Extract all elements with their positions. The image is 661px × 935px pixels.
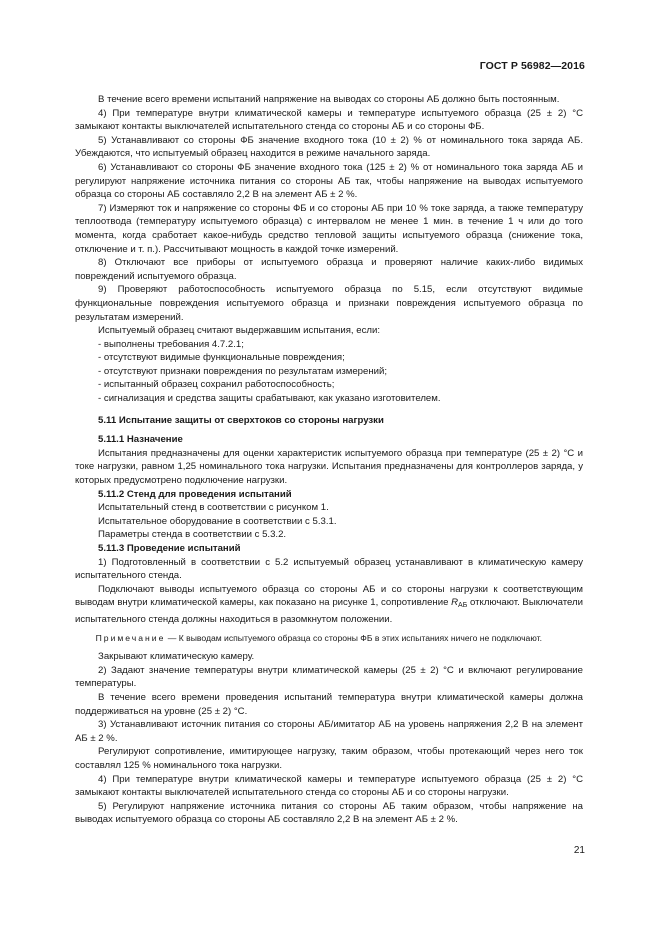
paragraph: Испытания предназначены для оценки характеристик испытуемого образца при температуре (25 ± 2) °С и токе нагрузки, равном 1,25 номинального тока нагрузки. Испытания предназначены для контроллеров заряда, у которых предусмотрено подключение нагрузки. (75, 447, 583, 487)
paragraph: Параметры стенда в соответствии с 5.3.2. (98, 529, 287, 541)
list-item: - отсутствуют видимые функциональные повреждения; (98, 352, 345, 364)
subsection-heading: 5.11.3 Проведение испытаний (98, 543, 241, 554)
paragraph-text: отключают. Выключатели испытательного стенда должны находиться в разомкнутом положении. (75, 597, 583, 625)
paragraph (75, 583, 583, 627)
paragraph (75, 107, 583, 134)
paragraph-text: 8) Отключают все приборы от испытуемого образца и проверяют наличие каких-либо видимых повреждений испытуемого образца. (75, 257, 583, 282)
paragraph: Испытательное оборудование в соответствии с 5.3.1. (98, 515, 337, 527)
paragraph-text: 9) Проверяют работоспособность испытуемого образца по 5.15, если отсутствуют видимые функциональные повреждения испытуемого образца и признаки повреждения испытуемого образца по результатам измерений. (75, 284, 583, 323)
document-body (75, 93, 583, 827)
note-text: — К выводам испытуемого образца со стороны ФБ в этих испытаниях ничего не подключают. (165, 632, 542, 643)
paragraph: 5) Регулируют напряжение источника питания со стороны АБ таким образом, чтобы напряжение на выводах испытуемого образца со стороны АБ составляло 2,2 В на элемент АБ ± 2 %. (75, 800, 583, 826)
paragraph-text: 5) Устанавливают со стороны ФБ значение входного тока (10 ± 2) % от номинального тока заряда АБ. Убеждаются, что испытуемый образец находится в режиме начального заряда. (75, 134, 583, 160)
paragraph (75, 202, 583, 256)
paragraph (75, 93, 583, 107)
paragraph (75, 324, 583, 338)
paragraph: 3) Устанавливают источник питания со стороны АБ/имитатор АБ на уровень напряжения 2,2 В на элемент АБ ± 2 %. (75, 719, 583, 744)
paragraph: Закрывают климатическую камеру. (98, 651, 255, 663)
list-item: - сигнализация и средства защиты срабатывают, как указано изготовителем. (98, 393, 441, 405)
paragraph-text: Испытуемый образец считают выдержавшим испытания, если: (98, 325, 380, 337)
paragraph: В течение всего времени проведения испытаний температура внутри климатической камеры должна поддерживаться на уровне (25 ± 2) °С. (75, 691, 583, 717)
paragraph (75, 283, 583, 324)
paragraph: 2) Задают значение температуры внутри климатической камеры (25 ± 2) °С и включают регулирование температуры. (75, 664, 583, 690)
list-item: - выполнены требования 4.7.2.1; (98, 338, 244, 350)
list-item: - испытанный образец сохранил работоспособность; (98, 379, 335, 391)
paragraph-text: 7) Измеряют ток и напряжение со стороны ФБ и со стороны АБ при 10 % токе заряда, а также температуру теплоотвода (температуру испытуемого образца) с интервалом не менее 1 мин. в течение 1 ч или до того момента, когда сработает какое-нибудь средство тепловой защиты испытуемого образца (снижение тока, отключение и т. п.). Рассчитывают мощность в каждой точке измерений. (75, 202, 583, 255)
paragraph (75, 256, 583, 283)
resistance-subscript: АБ (458, 602, 468, 610)
subsection-heading: 5.11.2 Стенд для проведения испытаний (98, 488, 292, 500)
paragraph: Регулируют сопротивление, имитирующее нагрузку, таким образом, чтобы протекающий через него ток составлял 125 % номинального тока нагрузки. (75, 746, 583, 771)
section-heading: 5.11 Испытание защиты от сверхтоков со стороны нагрузки (98, 414, 384, 426)
list-item: - отсутствуют признаки повреждения по результатам измерений; (98, 365, 388, 377)
document-header: ГОСТ Р 56982—2016 (479, 60, 585, 72)
resistance-symbol: R (451, 597, 459, 609)
paragraph: 4) При температуре внутри климатической камеры и температуре испытуемого образца (25 ± 2) °С замыкают контакты выключателей испытательного стенда со стороны АБ и со стороны нагрузки. (75, 773, 583, 799)
paragraph-text: 4) При температуре внутри климатической камеры и температуре испытуемого образца (25 ± 2) °С замыкают контакты выключателей испытательного стенда со стороны АБ и со стороны ФБ. (75, 107, 583, 133)
page-number: 21 (573, 845, 585, 856)
paragraph: 1) Подготовленный в соответствии с 5.2 испытуемый образец устанавливают в климатическую камеру испытательного стенда. (75, 556, 583, 582)
paragraph: Испытательный стенд в соответствии с рисунком 1. (98, 502, 329, 514)
paragraph-text: Подключают выводы испытуемого образца со стороны АБ и со стороны нагрузки к соответствующим выводам внутри климатической камеры, как показано на рисунке 1, сопротивление (75, 583, 583, 609)
paragraph-text: В течение всего времени испытаний напряжение на выводах со стороны АБ должно быть постоянным. (98, 94, 560, 105)
note-label: Примечание (95, 632, 166, 643)
paragraph-text: 6) Устанавливают со стороны ФБ значение входного тока (125 ± 2) % от номинального тока заряда АБ и регулируют напряжение источника питания со стороны АБ так, чтобы напряжение на выводах испытуемого образца со стороны АБ составляло 2,2 В на элемент АБ ± 2 %. (75, 161, 583, 201)
paragraph (75, 134, 583, 161)
paragraph (75, 161, 583, 202)
subsection-heading: 5.11.1 Назначение (98, 434, 183, 446)
note (75, 632, 583, 646)
